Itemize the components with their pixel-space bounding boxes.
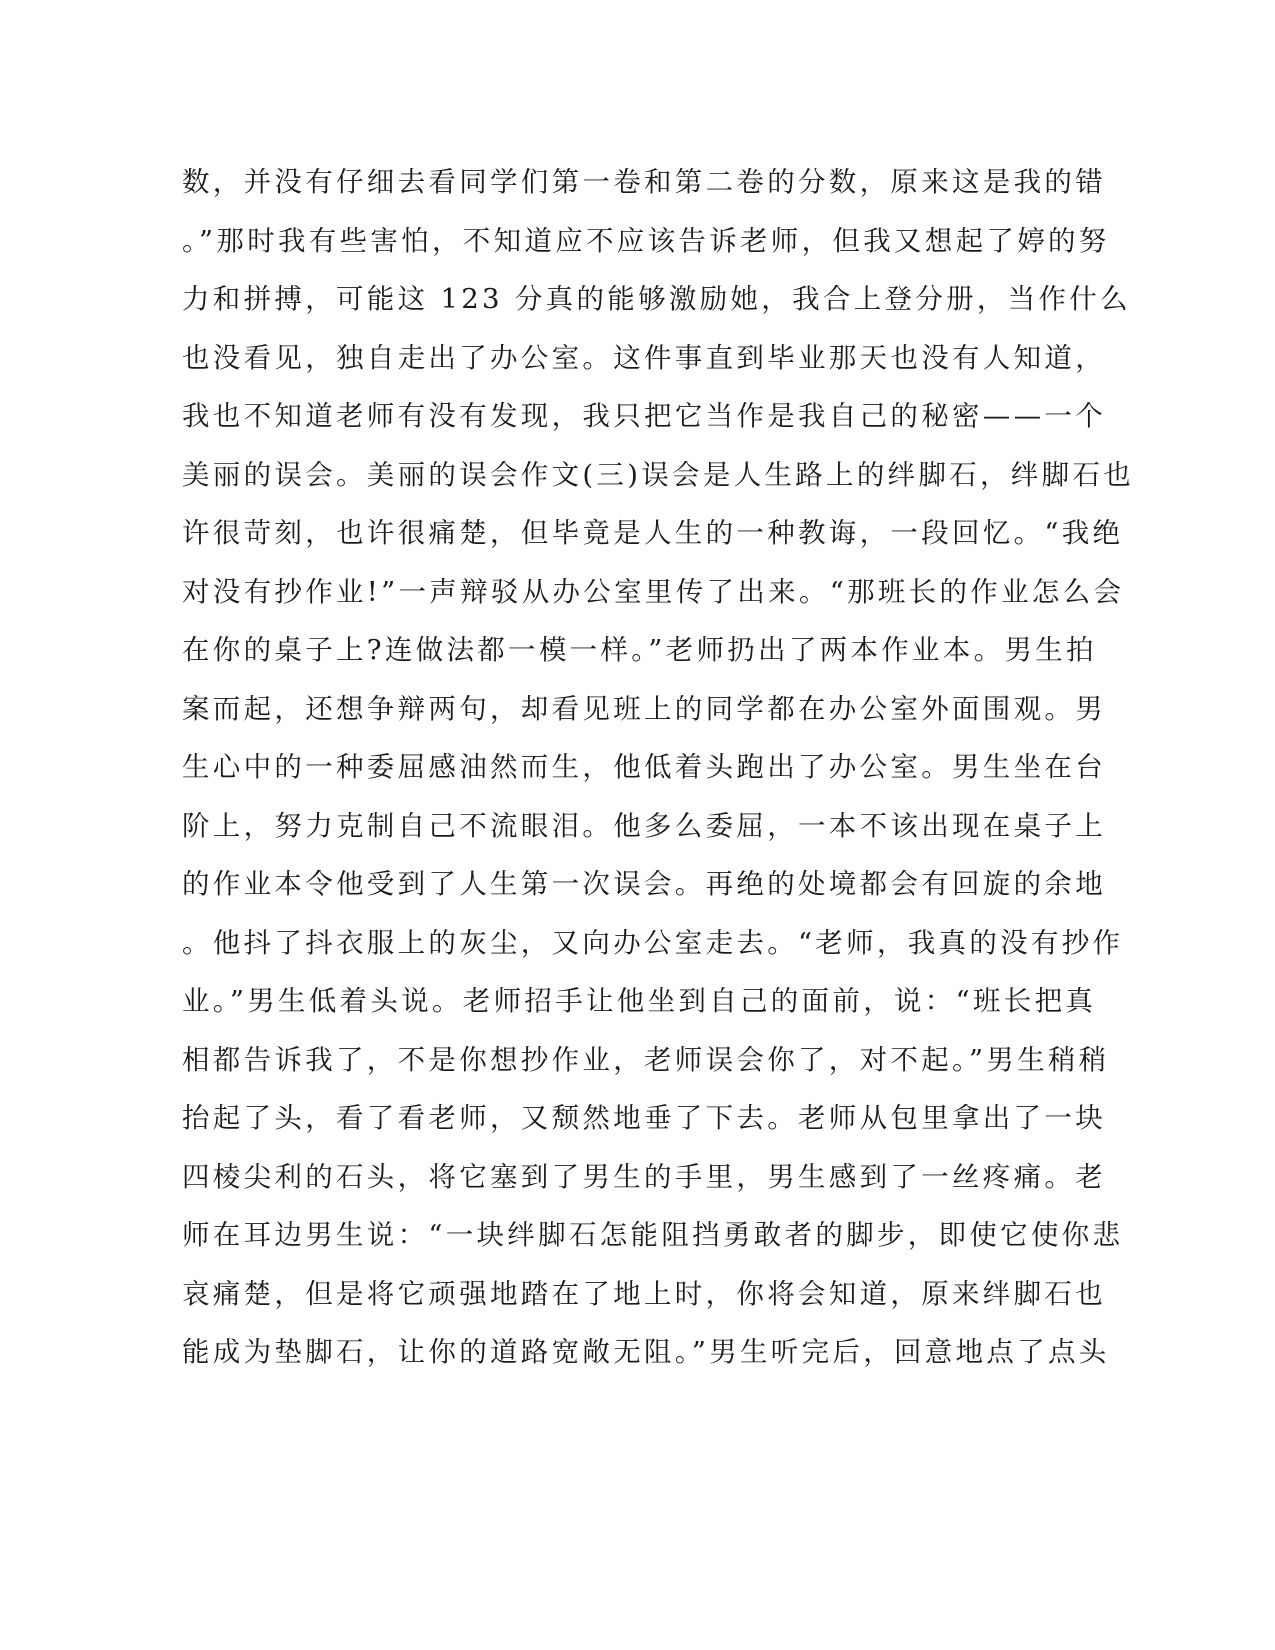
text-line: 师在耳边男生说：“一块绊脚石怎能阻挡勇敢者的脚步，即使它使你悲 xyxy=(182,1219,1124,1251)
text-line: 相都告诉我了，不是你想抄作业，老师误会你了，对不起。”男生稍稍 xyxy=(182,1043,1110,1076)
text-line: 对没有抄作业!”一声辩驳从办公室里传了出来。“那班长的作业怎么会 xyxy=(182,575,1125,608)
text-line: 阶上，努力克制自己不流眼泪。他多么委屈，一本不该出现在桌子上 xyxy=(182,809,1106,842)
body-text xyxy=(182,161,1135,1390)
text-line: 美丽的误会。美丽的误会作文(三)误会是人生路上的绊脚石，绊脚石也 xyxy=(182,458,1135,491)
text-line: 的作业本令他受到了人生第一次误会。再绝的处境都会有回旋的余地 xyxy=(182,868,1106,900)
text-line: 哀痛楚，但是将它顽强地踏在了地上时，你将会知道，原来绊脚石也 xyxy=(182,1277,1106,1310)
text-line: 能成为垫脚石，让你的道路宽敞无阻。”男生听完后，回意地点了点头 xyxy=(182,1336,1110,1368)
text-line: 在你的桌子上?连做法都一模一样。”老师扔出了两本作业本。男生拍 xyxy=(182,634,1097,666)
text-line: 我也不知道老师有没有发现，我只把它当作是我自己的秘密——一个 xyxy=(182,400,1106,432)
text-line: 案而起，还想争辩两句，却看见班上的同学都在办公室外面围观。男 xyxy=(182,692,1106,725)
text-line: 许很苛刻，也许很痛楚，但毕竟是人生的一种教诲，一段回忆。“我绝 xyxy=(182,517,1124,549)
text-line: 业。”男生低着头说。老师招手让他坐到自己的面前，说：“班长把真 xyxy=(182,985,1097,1017)
text-line: 抬起了头，看了看老师，又颓然地垂了下去。老师从包里拿出了一块 xyxy=(182,1102,1106,1134)
text-line: 。”那时我有些害怕，不知道应不应该告诉老师，但我又想起了婷的努 xyxy=(182,224,1110,257)
text-line: 。他抖了抖衣服上的灰尘，又向办公室走去。“老师，我真的没有抄作 xyxy=(182,926,1124,959)
text-line: 生心中的一种委屈感油然而生，他低着头跑出了办公室。男生坐在台 xyxy=(182,751,1106,783)
text-line: 四棱尖利的石头，将它塞到了男生的手里，男生感到了一丝疼痛。老 xyxy=(182,1160,1106,1193)
text-line: 力和拼搏，可能这 123 分真的能够激励她，我合上登分册，当作什么 xyxy=(182,283,1131,315)
text-line: 也没看见，独自走出了办公室。这件事直到毕业那天也没有人知道， xyxy=(182,341,1106,374)
text-line: 数，并没有仔细去看同学们第一卷和第二卷的分数，原来这是我的错 xyxy=(182,166,1106,198)
